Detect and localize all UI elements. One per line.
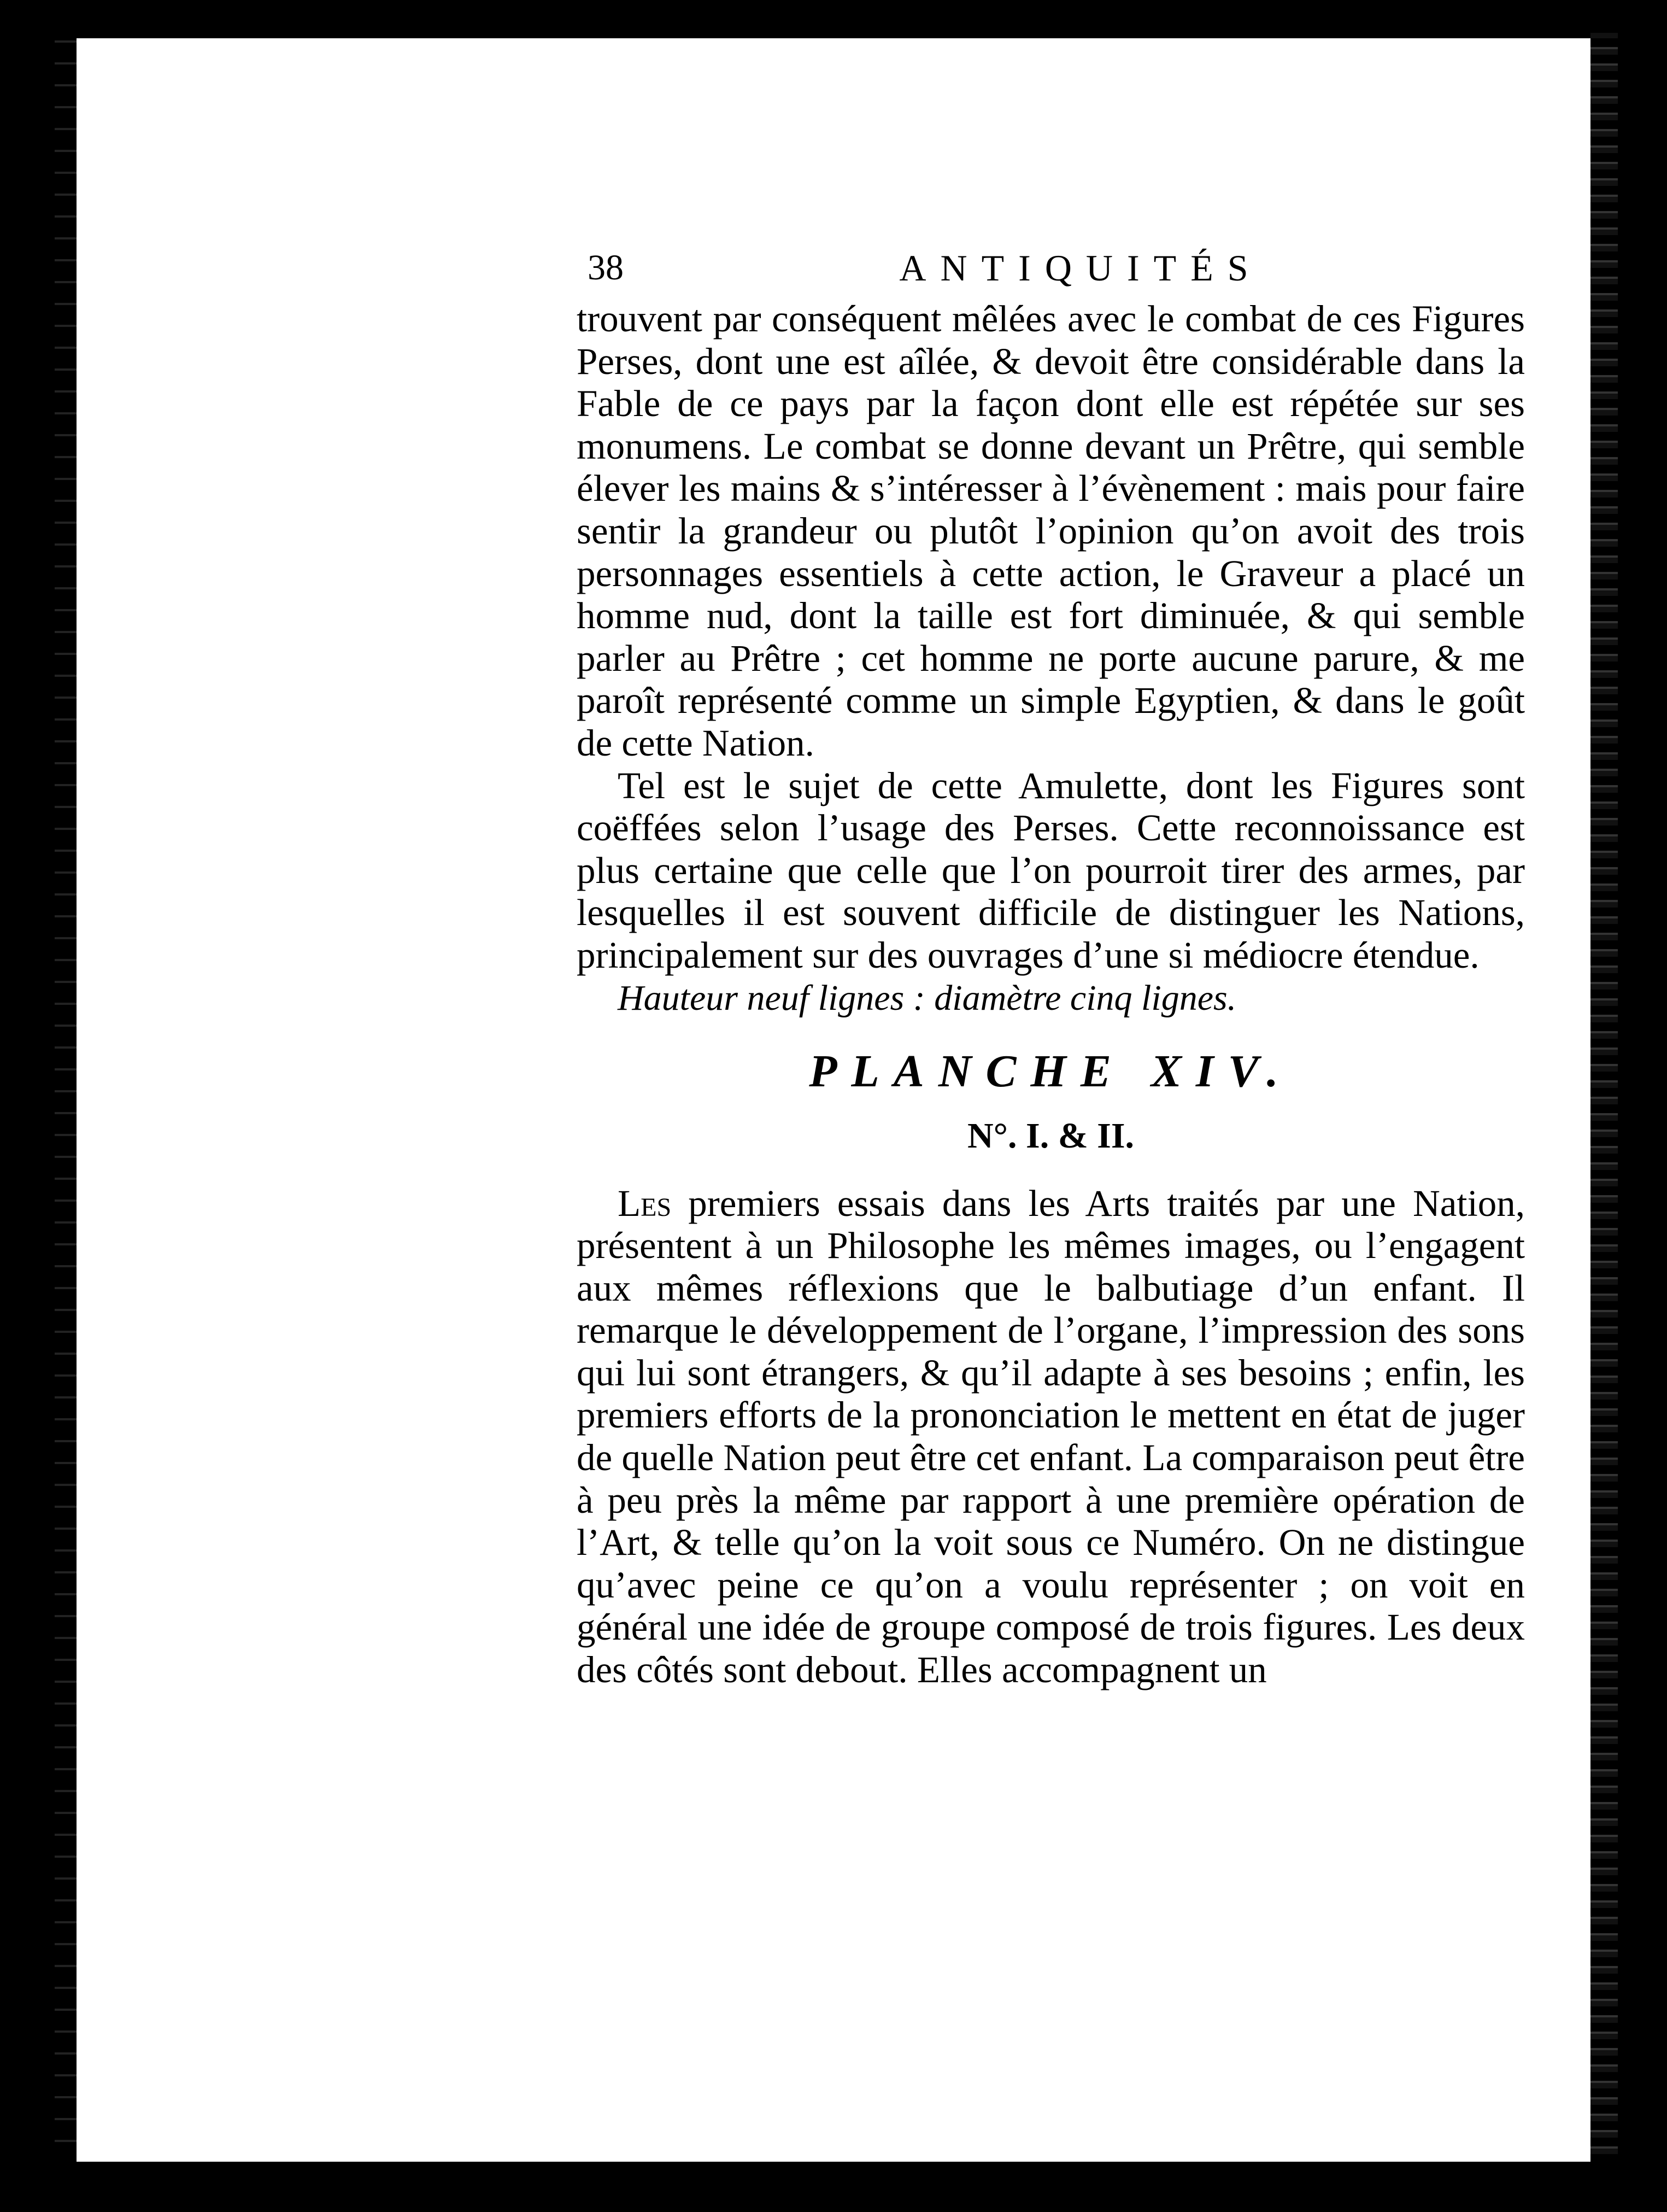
paragraph-planche-xiv — [577, 1183, 1525, 1692]
scan-border-top — [55, 33, 1618, 38]
running-title: ANTIQUITÉS — [899, 247, 1263, 289]
book-page — [55, 33, 1618, 2176]
text-block — [577, 238, 1525, 1692]
scan-border-right — [1590, 33, 1618, 2176]
paragraph-continued: trouvent par conséquent mêlées avec le combat de ces Figures Perses, dont une est aîlée, & devoit être considérable dans la Fable de ce pays par la façon dont elle est répétée sur ses monumens. Le combat se donne devant un Prêtre, qui semble élever les mains & s’intéresser à l’évènement : mais pour faire sentir la grandeur ou plutôt l’opinion qu’on avoit des trois personnages essentiels à cette action, le Graveur a placé un homme nud, dont la taille est fort diminuée, & qui semble parler au Prêtre ; cet homme ne porte aucune parure, & me paroît représenté comme un simple Egyptien, & dans le goût de cette Nation. — [577, 298, 1525, 764]
scan-border-left — [55, 33, 77, 2176]
page-number: 38 — [588, 248, 624, 288]
paragraph-lead-word: Les — [618, 1182, 672, 1224]
plate-numbers: N°. I. & II. — [967, 1115, 1135, 1156]
page-header — [577, 238, 1525, 298]
dimensions-note: Hauteur neuf lignes : diamètre cinq lignes. — [618, 978, 1237, 1018]
plate-heading: PLANCHE XIV. — [809, 1045, 1293, 1097]
paragraph-amulette: Tel est le sujet de cette Amulette, dont les Figures sont coëffées selon l’usage des Perses. Cette reconnoissance est plus certaine que celle que l’on pourroit tirer des armes, par lesquelles il est souvent difficile de distinguer les Nations, principalement sur des ouvrages d’une si médiocre étendue. — [577, 764, 1525, 976]
scan-border-bottom — [55, 2162, 1618, 2176]
paragraph-body: premiers essais dans les Arts traités par une Nation, présentent à un Philosophe les mêmes images, ou l’engagent aux mêmes réflexions que le balbutiage d’un enfant. Il remarque le développement de l’organe, l’impression des sons qui lui sont étrangers, & qu’il adapte à ses besoins ; enfin, les premiers efforts de la prononciation le mettent en état de juger de quelle Nation peut être cet enfant. La comparaison peut être à peu près la même par rapport à une première opération de l’Art, & telle qu’on la voit sous ce Numéro. On ne distingue qu’avec peine ce qu’on a voulu représenter ; on voit en général une idée de groupe composé de trois figures. Les deux des côtés sont debout. Elles accompagnent un — [577, 1182, 1525, 1691]
